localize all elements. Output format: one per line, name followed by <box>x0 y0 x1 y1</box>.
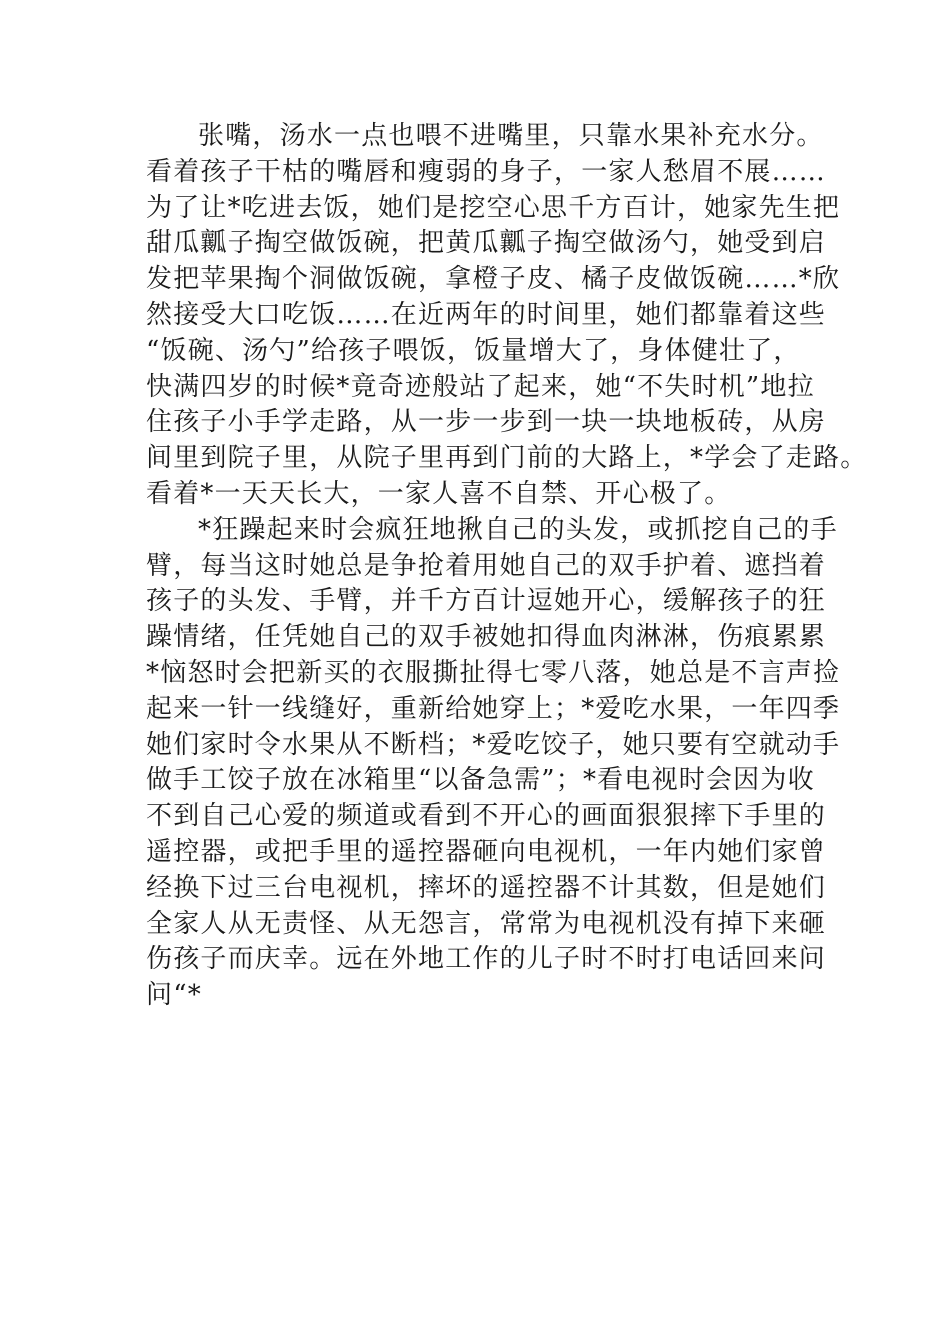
paragraph-line: 全家人从无责怪、从无怨言，常常为电视机没有掉下来砸 <box>146 908 827 939</box>
paragraph-line: 张嘴，汤水一点也喂不进嘴里，只靠水果补充水分。 <box>198 121 824 151</box>
paragraph-line: 孩子的头发、手臂，并千方百计逗她开心，缓解孩子的狂 <box>146 586 827 617</box>
paragraph-line: *狂躁起来时会疯狂地揪自己的头发，或抓挖自己的手 <box>198 514 838 545</box>
paragraph-line: 经换下过三台电视机，摔坏的遥控器不计其数，但是她们 <box>146 872 827 903</box>
paragraph-line: 看着孩子干枯的嘴唇和瘦弱的身子，一家人愁眉不展…… <box>146 156 827 187</box>
paragraph-2 <box>146 513 841 1014</box>
paragraph-line: 快满四岁的时候*竟奇迹般站了起来，她“不失时机”地拉 <box>146 371 815 402</box>
paragraph-line: 为了让*吃进去饭，她们是挖空心思千方百计，她家先生把 <box>146 192 841 223</box>
paragraph-line: 不到自己心爱的频道或看到不开心的画面狠狠摔下手里的 <box>146 801 827 832</box>
paragraph-line: 间里到院子里，从院子里再到门前的大路上，*学会了走路。 <box>146 443 868 474</box>
paragraph-line: 起来一针一线缝好，重新给她穿上；*爱吃水果，一年四季 <box>146 693 841 724</box>
paragraph-line: 问“* <box>146 980 202 1011</box>
paragraph-line: 臂，每当这时她总是争抢着用她自己的双手护着、遮挡着 <box>146 550 827 581</box>
paragraph-1 <box>146 119 868 513</box>
paragraph-line: *恼怒时会把新买的衣服撕扯得七零八落，她总是不言声捡 <box>146 657 841 688</box>
paragraph-line: 躁情绪，任凭她自己的双手被她扣得血肉淋淋，伤痕累累 <box>146 622 827 653</box>
paragraph-line: 然接受大口吃饭……在近两年的时间里，她们都靠着这些 <box>146 299 827 330</box>
paragraph-line: 甜瓜瓤子掏空做饭碗，把黄瓜瓤子掏空做汤勺，她受到启 <box>146 228 827 259</box>
paragraph-line: 遥控器，或把手里的遥控器砸向电视机，一年内她们家曾 <box>146 836 827 867</box>
paragraph-line: 她们家时令水果从不断档；*爱吃饺子，她只要有空就动手 <box>146 729 841 760</box>
paragraph-line: 伤孩子而庆幸。远在外地工作的儿子时不时打电话回来问 <box>146 944 827 975</box>
paragraph-line: 住孩子小手学走路，从一步一步到一块一块地板砖，从房 <box>146 407 827 438</box>
paragraph-line: 看着*一天天长大，一家人喜不自禁、开心极了。 <box>146 478 732 509</box>
body-text <box>146 119 868 1014</box>
paragraph-line: 做手工饺子放在冰箱里“以备急需”；*看电视时会因为收 <box>146 765 815 796</box>
paragraph-line: 发把苹果掏个洞做饭碗，拿橙子皮、橘子皮做饭碗……*欣 <box>146 264 841 295</box>
paragraph-line: “饭碗、汤勺”给孩子喂饭，饭量增大了，身体健壮了， <box>146 335 801 366</box>
